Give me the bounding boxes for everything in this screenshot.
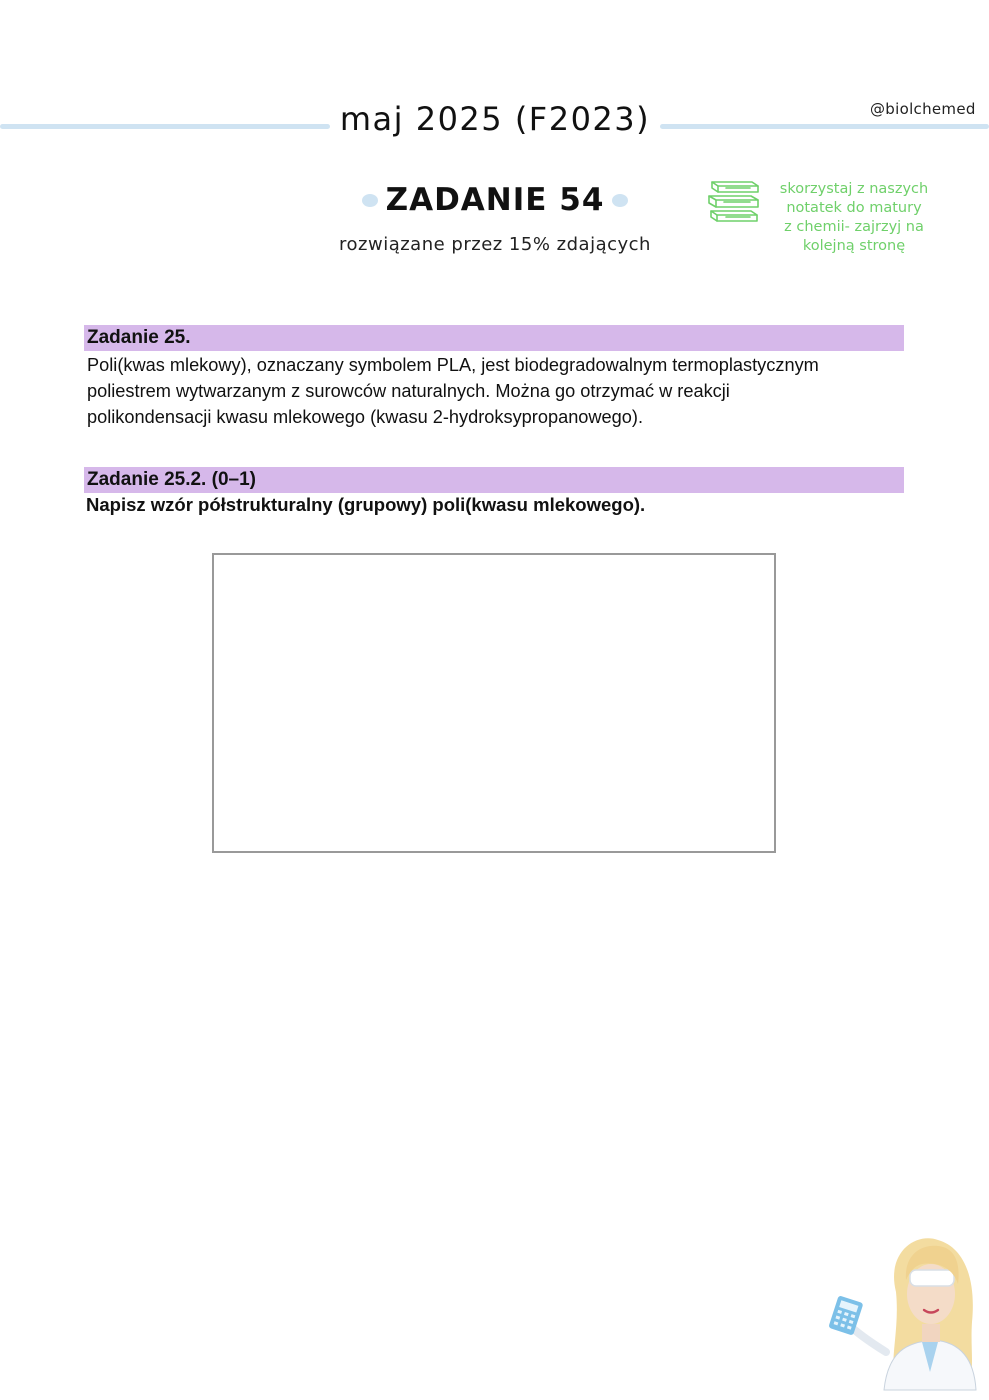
promo-line: kolejną stronę bbox=[802, 238, 906, 254]
section-bar bbox=[84, 325, 904, 351]
page-title: maj 2025 (F2023) bbox=[339, 100, 651, 138]
answer-box[interactable] bbox=[212, 553, 776, 853]
promo-line: skorzystaj z naszych bbox=[779, 181, 929, 197]
mascot-illustration bbox=[826, 1232, 984, 1392]
intro-line: Poli(kwas mlekowy), oznaczany symbolem PLA, jest biodegradowalnym termoplastycznym bbox=[87, 355, 819, 375]
promo-line: z chemii- zajrzyj na bbox=[784, 219, 924, 235]
notes-promo bbox=[762, 180, 946, 256]
header-rule-left bbox=[0, 124, 330, 129]
promo-line: notatek do matury bbox=[786, 200, 922, 216]
header-rule-right bbox=[660, 124, 989, 129]
section-title: Zadanie 25. bbox=[87, 327, 191, 348]
task-title-row bbox=[330, 182, 660, 218]
dot-right-icon bbox=[612, 194, 628, 207]
books-icon bbox=[706, 178, 764, 224]
intro-text bbox=[87, 352, 899, 430]
intro-line: polikondensacji kwasu mlekowego (kwasu 2-hydroksypropanowego). bbox=[87, 407, 644, 427]
task-instruction: Napisz wzór półstrukturalny (grupowy) poli(kwasu mlekowego). bbox=[86, 494, 646, 515]
author-handle: @biolchemed bbox=[870, 100, 976, 118]
solved-rate: rozwiązane przez 15% zdających bbox=[339, 234, 651, 255]
dot-left-icon bbox=[362, 194, 378, 207]
intro-line: poliestrem wytwarzanym z surowców naturalnych. Można go otrzymać w reakcji bbox=[87, 381, 730, 401]
task-title: ZADANIE 54 bbox=[385, 182, 605, 218]
subtask-title: Zadanie 25.2. (0–1) bbox=[87, 469, 256, 490]
